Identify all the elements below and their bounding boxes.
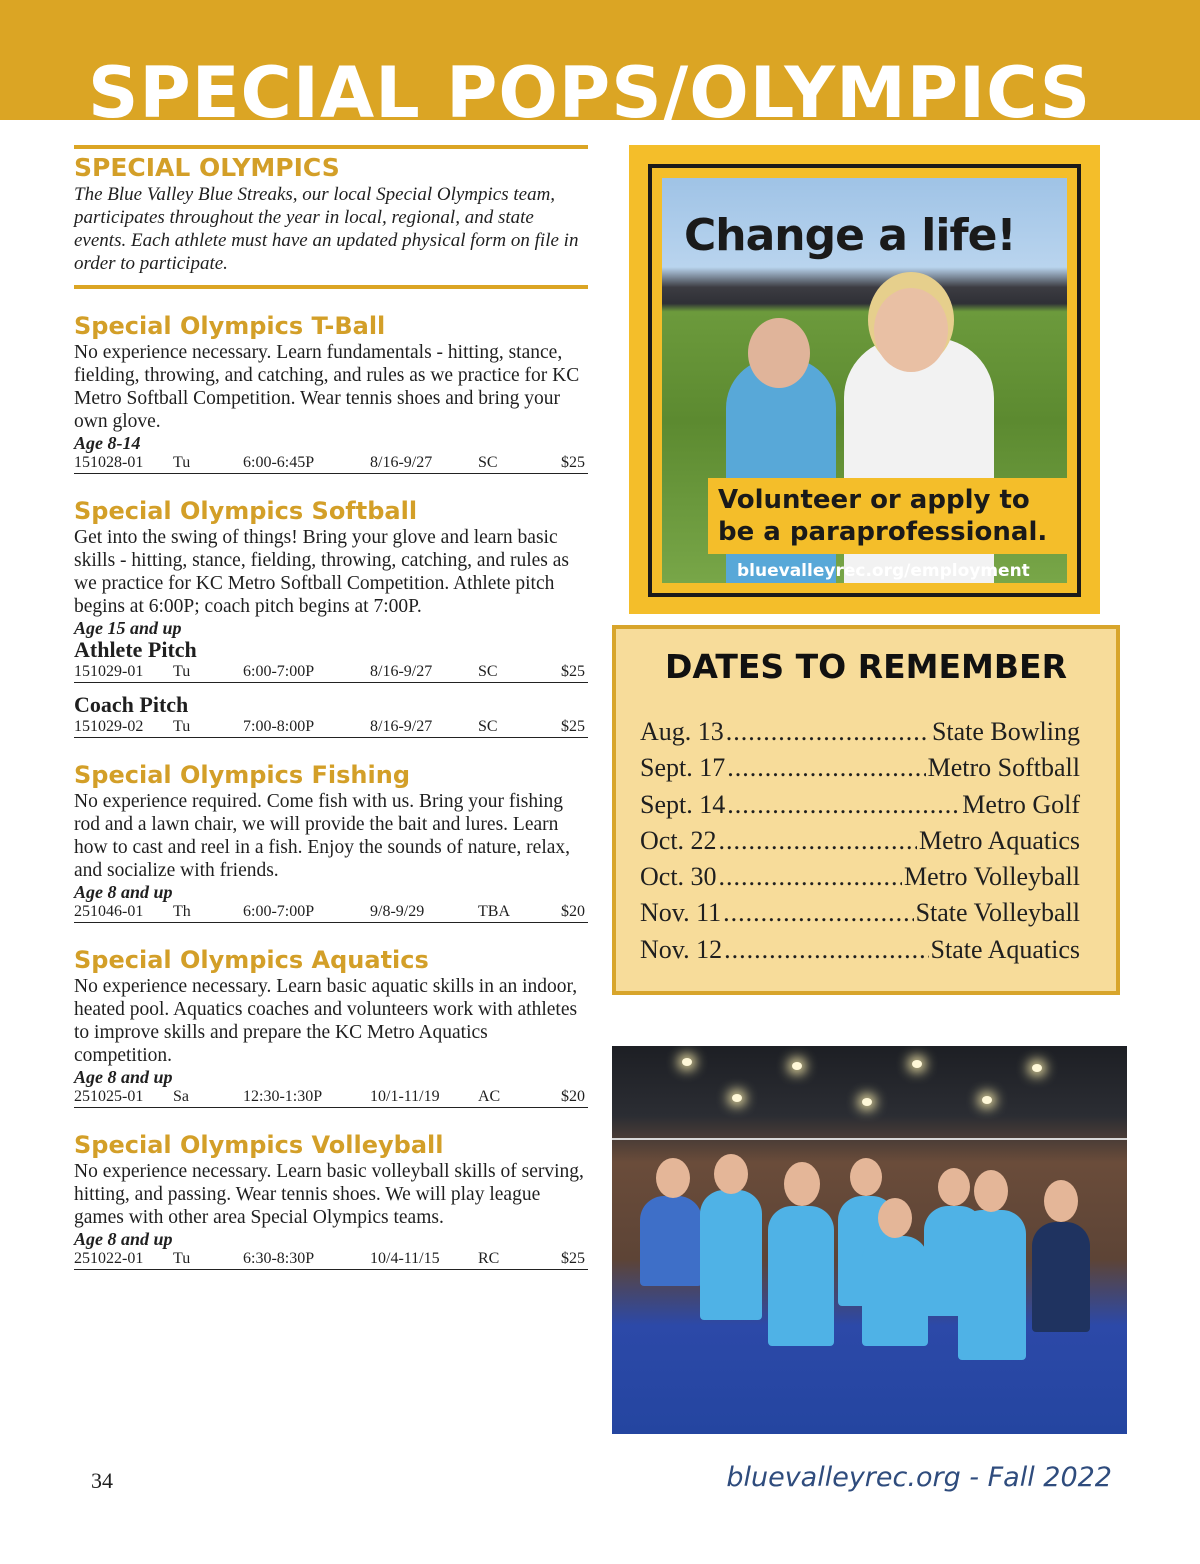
event-name: State Bowling bbox=[931, 717, 1080, 746]
session-fee: $20 bbox=[561, 1088, 585, 1105]
session-dates: 8/16-9/27 bbox=[370, 454, 433, 471]
photo-figure bbox=[862, 1236, 928, 1346]
session-location: SC bbox=[478, 454, 498, 471]
promo-card bbox=[629, 145, 1100, 614]
photo-figure bbox=[974, 1170, 1008, 1212]
session-fee: $20 bbox=[561, 903, 585, 920]
program-age: Age 8 and up bbox=[74, 882, 173, 902]
session-code: 251046-01 bbox=[74, 903, 144, 920]
photo-light bbox=[912, 1060, 922, 1068]
event-name: State Volleyball bbox=[915, 898, 1080, 928]
program-age: Age 15 and up bbox=[74, 618, 182, 638]
session-label: Athlete Pitch bbox=[74, 637, 197, 662]
session-day: Tu bbox=[173, 718, 191, 735]
photo-light bbox=[1032, 1064, 1042, 1072]
photo-figure bbox=[768, 1206, 834, 1346]
session-location: RC bbox=[478, 1250, 500, 1267]
dot-leader bbox=[723, 895, 913, 931]
session-location: AC bbox=[478, 1088, 501, 1105]
session-fee: $25 bbox=[561, 718, 585, 735]
session-row bbox=[74, 1087, 588, 1108]
session-row bbox=[74, 453, 588, 474]
program-description: No experience necessary. Learn basic volleyball skills of serving, hitting, and passing. Wear tennis shoes. We will play league games with other area Special Olympics teams. bbox=[74, 1161, 584, 1228]
session-fee: $25 bbox=[561, 1250, 585, 1267]
dot-leader bbox=[727, 750, 925, 786]
session-dates: 8/16-9/27 bbox=[370, 718, 433, 735]
section-heading: SPECIAL OLYMPICS bbox=[74, 153, 340, 182]
page-title: SPECIAL POPS/OLYMPICS bbox=[88, 52, 1092, 134]
promo-callout bbox=[708, 478, 1067, 554]
intro-section bbox=[74, 145, 588, 289]
event-name: Metro Aquatics bbox=[918, 825, 1080, 855]
session-fee: $25 bbox=[561, 454, 585, 471]
photo-light bbox=[732, 1094, 742, 1102]
promo-line-2: be a paraprofessional. bbox=[718, 517, 1048, 547]
photo-figure bbox=[1044, 1180, 1078, 1222]
program-block bbox=[74, 311, 588, 474]
photo-figure bbox=[878, 1198, 912, 1238]
session-row bbox=[74, 902, 588, 923]
session-location: SC bbox=[478, 663, 498, 680]
date-value: Oct. 30 bbox=[640, 862, 717, 892]
program-description: No experience required. Come fish with us. Bring your fishing rod and a lawn chair, we will provide the bait and lures. Learn how to cast and reel in a fish. Enjoy the sounds of nature, relax, and socialize with friends. bbox=[74, 791, 571, 881]
program-age: Age 8 and up bbox=[74, 1067, 173, 1087]
session-location: SC bbox=[478, 718, 498, 735]
volunteer-photo bbox=[662, 178, 1067, 583]
event-name: State Aquatics bbox=[930, 934, 1080, 964]
date-row bbox=[640, 859, 1080, 895]
program-age: Age 8-14 bbox=[74, 433, 141, 453]
date-value: Nov. 12 bbox=[640, 934, 723, 964]
dates-to-remember-box bbox=[612, 625, 1120, 995]
program-block bbox=[74, 496, 588, 738]
session-time: 12:30-1:30P bbox=[243, 1088, 323, 1105]
event-name: Metro Volleyball bbox=[904, 862, 1080, 892]
session-row bbox=[74, 717, 588, 738]
photo-light bbox=[862, 1098, 872, 1106]
photo-figure bbox=[714, 1154, 748, 1194]
date-row bbox=[640, 823, 1080, 859]
date-row bbox=[640, 714, 1080, 750]
session-dates: 10/4-11/15 bbox=[370, 1250, 440, 1267]
photo-figure bbox=[958, 1210, 1026, 1360]
session-row bbox=[74, 1249, 588, 1270]
session-code: 151028-01 bbox=[74, 454, 144, 471]
date-value: Nov. 11 bbox=[640, 898, 722, 928]
session-fee: $25 bbox=[561, 663, 585, 680]
session-time: 6:30-8:30P bbox=[243, 1250, 315, 1267]
session-dates: 9/8-9/29 bbox=[370, 903, 425, 920]
session-day: Th bbox=[173, 903, 191, 920]
event-name: Metro Golf bbox=[962, 789, 1080, 819]
session-time: 6:00-7:00P bbox=[243, 903, 315, 920]
program-title: Special Olympics Fishing bbox=[74, 761, 411, 789]
date-row bbox=[640, 787, 1080, 823]
date-value: Sept. 14 bbox=[640, 789, 726, 819]
left-column bbox=[74, 145, 588, 1270]
intro-text: The Blue Valley Blue Streaks, our local Special Olympics team, participates throughout the year in local, regional, and state events. Each athlete must have an updated physical form on file in order to participate. bbox=[74, 184, 579, 274]
program-title: Special Olympics Softball bbox=[74, 497, 418, 525]
program-list bbox=[74, 311, 588, 1270]
photo-light bbox=[682, 1058, 692, 1066]
dot-leader bbox=[724, 932, 928, 968]
date-row bbox=[640, 932, 1080, 968]
dot-leader bbox=[726, 714, 930, 750]
program-block bbox=[74, 945, 588, 1108]
footer-site: bluevalleyrec.org - Fall 2022 bbox=[726, 1462, 1112, 1493]
photo-figure bbox=[874, 288, 948, 372]
photo-light bbox=[982, 1096, 992, 1104]
date-value: Oct. 22 bbox=[640, 825, 717, 855]
photo-figure bbox=[748, 318, 810, 388]
program-title: Special Olympics T-Ball bbox=[74, 312, 386, 340]
program-title: Special Olympics Volleyball bbox=[74, 1131, 444, 1159]
session-code: 151029-01 bbox=[74, 663, 144, 680]
session-time: 7:00-8:00P bbox=[243, 718, 315, 735]
dot-leader bbox=[719, 859, 902, 895]
dot-leader bbox=[727, 787, 960, 823]
program-description: No experience necessary. Learn fundamentals - hitting, stance, fielding, throwing, and catching, and rules as we practice for KC Metro Softball Competition. Wear tennis shoes and bring your own glove. bbox=[74, 342, 580, 432]
program-title: Special Olympics Aquatics bbox=[74, 946, 429, 974]
promo-frame bbox=[648, 164, 1081, 597]
photo-figure bbox=[640, 1196, 702, 1286]
photo-figure bbox=[1032, 1222, 1090, 1332]
promo-line-1: Volunteer or apply to bbox=[718, 485, 1030, 515]
photo-figure bbox=[784, 1162, 820, 1206]
dates-list bbox=[640, 714, 1080, 968]
promo-url: bluevalleyrec.org/employment bbox=[737, 561, 1030, 581]
session-location: TBA bbox=[478, 903, 510, 920]
session-code: 251025-01 bbox=[74, 1088, 144, 1105]
photo-figure bbox=[850, 1158, 882, 1196]
session-dates: 10/1-11/19 bbox=[370, 1088, 440, 1105]
promo-headline: Change a life! bbox=[684, 210, 1016, 261]
team-photo bbox=[612, 1046, 1127, 1434]
date-row bbox=[640, 750, 1080, 786]
program-block bbox=[74, 760, 588, 923]
session-dates: 8/16-9/27 bbox=[370, 663, 433, 680]
session-day: Tu bbox=[173, 454, 191, 471]
event-name: Metro Softball bbox=[927, 753, 1080, 783]
session-time: 6:00-7:00P bbox=[243, 663, 315, 680]
photo-figure bbox=[938, 1168, 970, 1206]
session-day: Tu bbox=[173, 663, 191, 680]
date-row bbox=[640, 895, 1080, 931]
session-code: 151029-02 bbox=[74, 718, 144, 735]
date-value: Aug. 13 bbox=[640, 717, 724, 746]
session-day: Tu bbox=[173, 1250, 191, 1267]
session-label: Coach Pitch bbox=[74, 692, 189, 717]
session-code: 251022-01 bbox=[74, 1250, 144, 1267]
program-description: No experience necessary. Learn basic aquatic skills in an indoor, heated pool. Aquatics coaches and volunteers work with athletes to improve skills and prepare the KC Metro Aquatics competition. bbox=[74, 976, 578, 1066]
photo-figure bbox=[656, 1158, 690, 1198]
photo-figure bbox=[700, 1190, 762, 1320]
photo-light bbox=[792, 1062, 802, 1070]
program-block bbox=[74, 1130, 588, 1270]
session-time: 6:00-6:45P bbox=[243, 454, 315, 471]
session-row bbox=[74, 662, 588, 683]
date-value: Sept. 17 bbox=[640, 753, 726, 783]
photo-net bbox=[612, 1138, 1127, 1140]
session-day: Sa bbox=[173, 1088, 189, 1105]
program-description: Get into the swing of things! Bring your glove and learn basic skills - hitting, stance, fielding, throwing, catching, and rules as we practice for KC Metro Softball Competition. Athlete pitch begins at 6:00P; coach pitch begins at 7:00P. bbox=[74, 527, 569, 617]
dot-leader bbox=[719, 823, 917, 859]
program-age: Age 8 and up bbox=[74, 1229, 173, 1249]
dates-title: DATES TO REMEMBER bbox=[664, 647, 1067, 686]
page-number: 34 bbox=[91, 1468, 113, 1493]
